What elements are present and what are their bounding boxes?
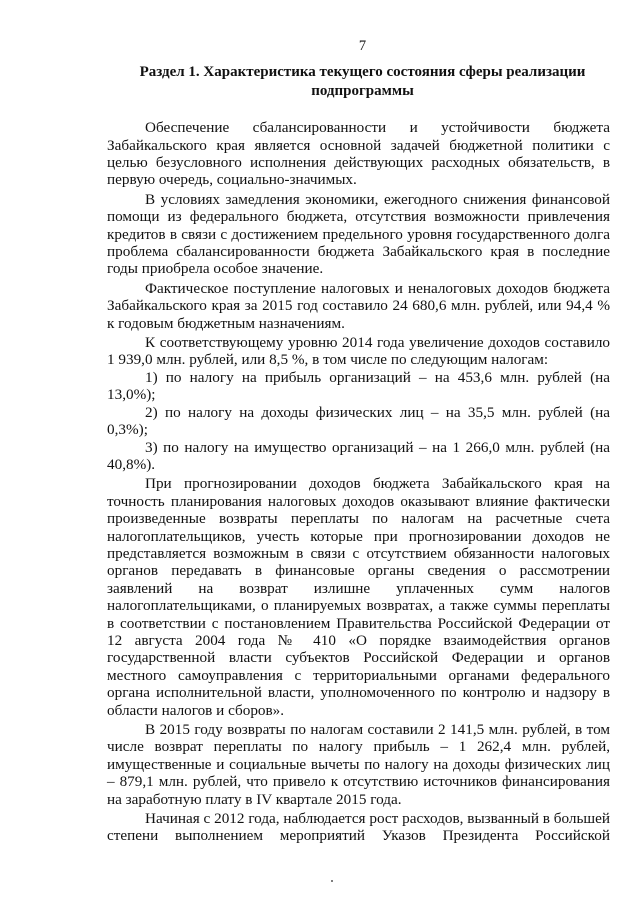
footer-mark	[331, 880, 333, 882]
paragraph: Обеспечение сбалансированности и устойчивости бюджета Забайкальского края является основной задачей бюджетной политики с целью безусловного исполнения действующих расходных обязательств, в первую очередь, социально-значимых.	[107, 119, 610, 189]
paragraph: К соответствующему уровню 2014 года увеличение доходов составило 1 939,0 млн. рублей, или 8,5 %, в том числе по следующим налогам:	[107, 334, 610, 369]
paragraph: В 2015 году возвраты по налогам составили 2 141,5 млн. рублей, в том числе возврат переплаты по налогу прибыль – 1 262,4 млн. рублей, имущественные и социальные вычеты по налогу на доходы физических лиц – 879,1 млн. рублей, что привело к отсутствию источников финансирования на заработную плату в IV квартале 2015 года.	[107, 721, 610, 808]
list-item: 3) по налогу на имущество организаций – на 1 266,0 млн. рублей (на 40,8%).	[107, 438, 610, 473]
list-item: 1) по налогу на прибыль организаций – на 453,6 млн. рублей (на 13,0%);	[107, 368, 610, 404]
body-text	[107, 119, 610, 845]
page-number: 7	[358, 38, 367, 54]
paragraph: Фактическое поступление налоговых и неналоговых доходов бюджета Забайкальского края за 2015 год составило 24 680,6 млн. рублей, или 94,4 % к годовым бюджетным назначениям.	[107, 279, 610, 332]
paragraph: В условиях замедления экономики, ежегодного снижения финансовой помощи из федерального бюджета, отсутствия возможности привлечения кредитов в связи с достижением предельного уровня государственного долга проблема сбалансированности бюджета Забайкальского края в последние годы приобрела особое значение.	[107, 190, 610, 278]
section-title: Раздел 1. Характеристика текущего состояния сферы реализации подпрограммы	[139, 64, 586, 99]
list-item: 2) по налогу на доходы физических лиц – на 35,5 млн. рублей (на 0,3%);	[107, 403, 610, 439]
paragraph: При прогнозировании доходов бюджета Забайкальского края на точность планирования налоговых доходов оказывают влияние фактически произведенные возвраты переплаты по налогам на расчетные счета налогоплательщиков, учесть которые при прогнозировании доходов не представляется возможным в связи с отсутствием обязанности налоговых органов передавать в финансовые органы сведения о рассмотрении заявлений на возврат излишне уплаченных сумм налогов налогоплательщиками, о планируемых возвратах, а также суммы переплаты в соответствии с постановлением Правительства Российской Федерации от 12 августа 2004 года № 410 «О порядке взаимодействия органов государственной власти субъектов Российской Федерации и органов местного самоуправления с территориальными органами федерального органа исполнительной власти, уполномоченного по контролю и надзору в области налогов и сборов».	[107, 475, 610, 719]
paragraph: Начиная с 2012 года, наблюдается рост расходов, вызванный в большей степени выполнением мероприятий Указов Президента Российской	[107, 810, 610, 845]
